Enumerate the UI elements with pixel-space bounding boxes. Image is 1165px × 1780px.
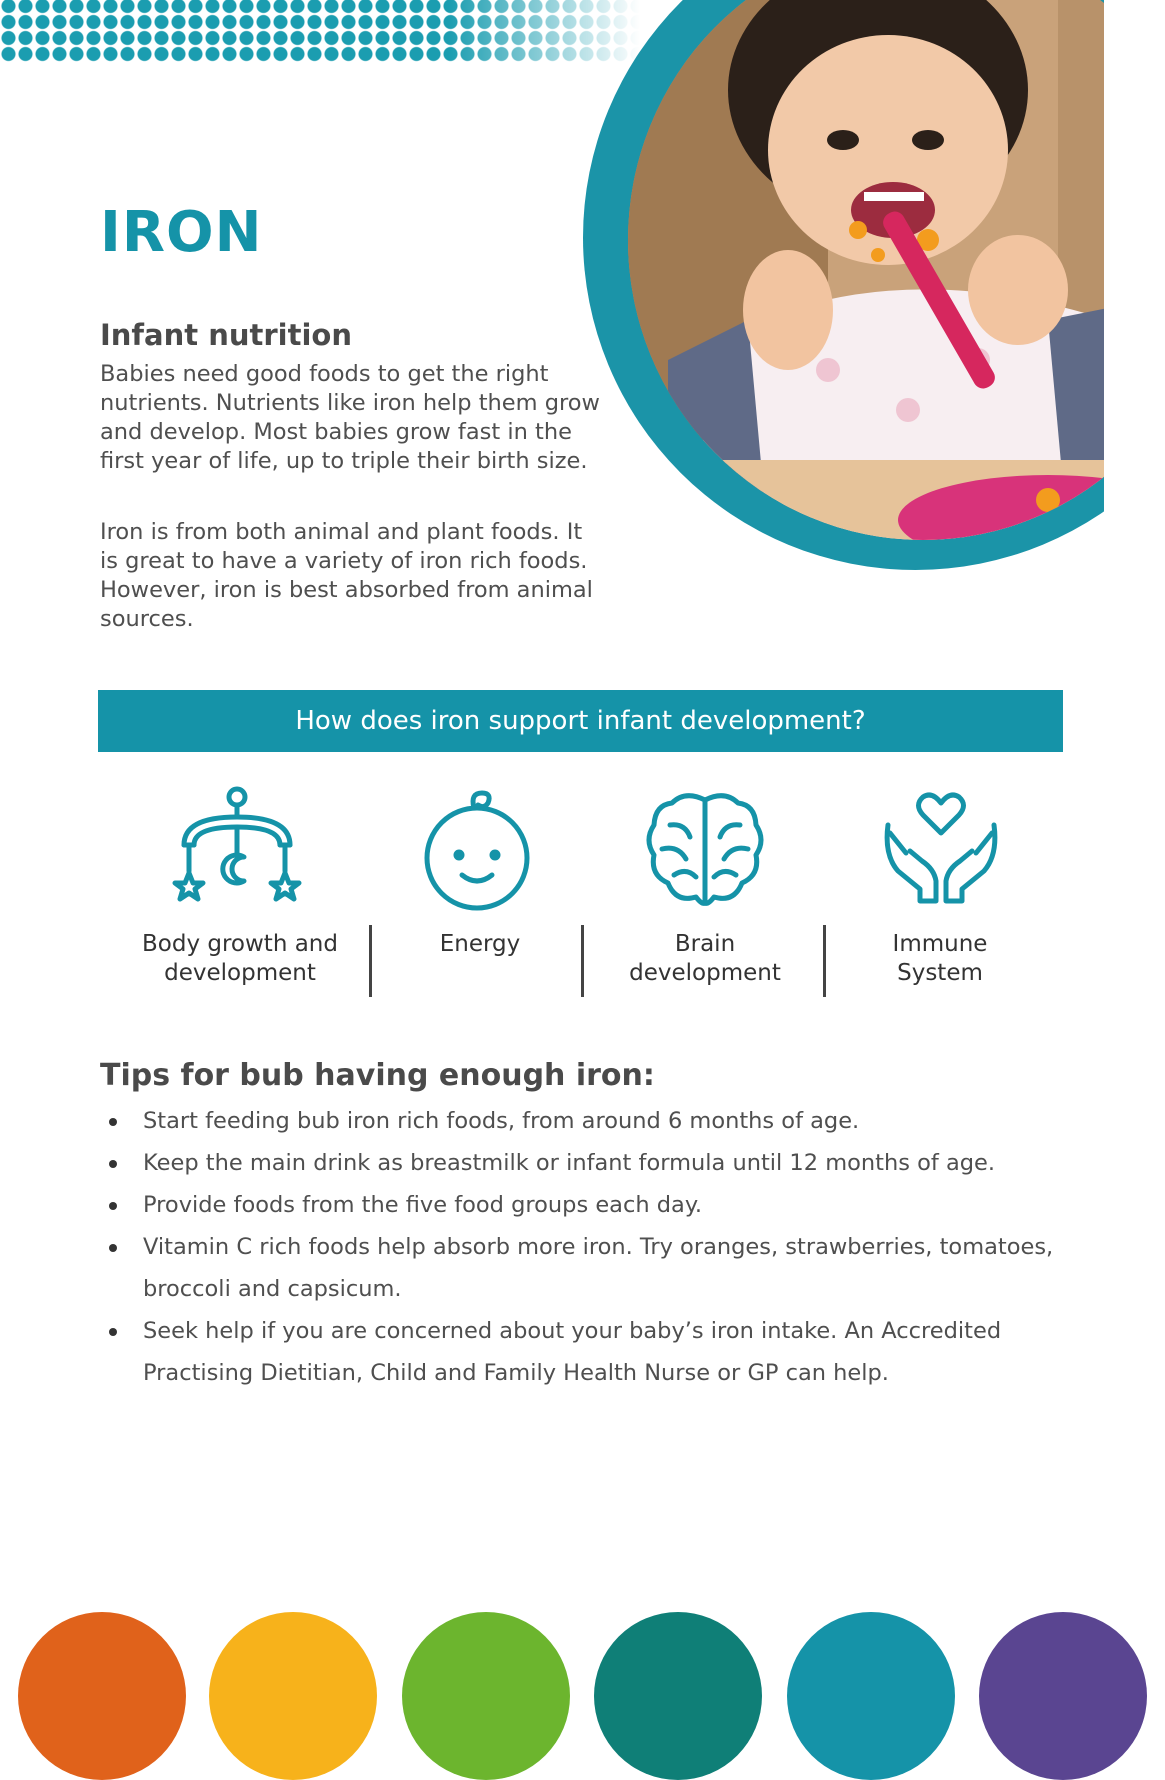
- tips-list: [100, 1100, 1090, 1394]
- list-item: [100, 1184, 1090, 1226]
- tips-heading: Tips for bub having enough iron:: [100, 1058, 655, 1093]
- benefit-body-growth: [120, 930, 360, 988]
- bullet-icon: [109, 1328, 117, 1336]
- tip-text: Start feeding bub iron rich foods, from around 6 months of age.: [143, 1108, 860, 1134]
- benefit-line-2: development: [164, 960, 316, 986]
- heart-hands-icon: [876, 785, 1006, 915]
- benefit-line-1: Immune: [892, 931, 988, 957]
- benefit-divider: [823, 925, 826, 997]
- dot-pattern-fade: [0, 0, 640, 62]
- list-item: [100, 1226, 1090, 1310]
- tip-text: Seek help if you are concerned about your baby’s iron intake. An Accredited Practising Dietitian, Child and Family Health Nurse or GP can help.: [143, 1318, 1002, 1386]
- baby-mobile-icon: [172, 785, 302, 915]
- page-title: IRON: [100, 200, 263, 265]
- page-edge-mask: [1104, 0, 1165, 600]
- footer-circle-purple: [979, 1612, 1147, 1780]
- bullet-icon: [109, 1244, 117, 1252]
- footer-circle-teal: [787, 1612, 955, 1780]
- benefit-line-1: Energy: [439, 931, 521, 957]
- benefit-immune-system: [850, 930, 1030, 988]
- intro-paragraph-1: Babies need good foods to get the right nutrients. Nutrients like iron help them grow and develop. Most babies grow fast in the first year of life, up to triple their birth size.: [100, 361, 600, 474]
- intro-paragraph-2: Iron is from both animal and plant foods. It is great to have a variety of iron rich foods. However, iron is best absorbed from animal sources.: [100, 519, 593, 632]
- list-item: [100, 1310, 1090, 1394]
- benefit-line-1: Brain: [674, 931, 736, 957]
- benefit-divider: [369, 925, 372, 997]
- banner-text: How does iron support infant development?: [295, 706, 866, 736]
- tip-text: Keep the main drink as breastmilk or infant formula until 12 months of age.: [143, 1150, 996, 1176]
- benefit-line-2: System: [897, 960, 983, 986]
- bullet-icon: [109, 1202, 117, 1210]
- list-item: [100, 1142, 1090, 1184]
- list-item: [100, 1100, 1090, 1142]
- benefit-line-2: development: [629, 960, 781, 986]
- benefit-brain-development: [600, 930, 810, 988]
- benefit-divider: [581, 925, 584, 997]
- footer-circle-orange: [18, 1612, 186, 1780]
- footer-circle-yellow: [209, 1612, 377, 1780]
- tip-text: Vitamin C rich foods help absorb more iron. Try oranges, strawberries, tomatoes, broccoli and capsicum.: [143, 1234, 1054, 1302]
- bullet-icon: [109, 1160, 117, 1168]
- brain-icon: [640, 785, 770, 915]
- footer-circle-green: [402, 1612, 570, 1780]
- footer-circle-teal-dark: [594, 1612, 762, 1780]
- intro-heading: Infant nutrition: [100, 318, 352, 352]
- benefit-line-1: Body growth and: [142, 931, 338, 957]
- bullet-icon: [109, 1118, 117, 1126]
- tip-text: Provide foods from the five food groups each day.: [143, 1192, 703, 1218]
- section-banner: [98, 690, 1063, 752]
- benefit-energy: [385, 930, 575, 959]
- baby-face-icon: [412, 785, 542, 915]
